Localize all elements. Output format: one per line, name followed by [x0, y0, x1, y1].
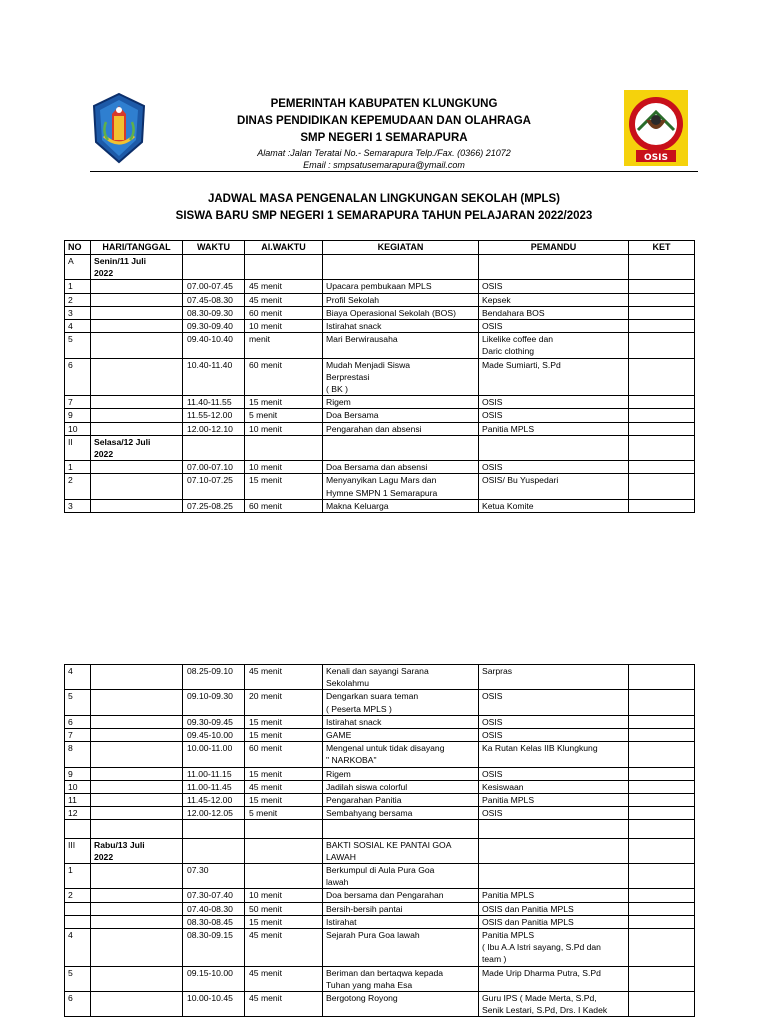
note-cell — [629, 915, 695, 928]
table-row — [65, 742, 695, 767]
note-cell — [629, 665, 695, 690]
duration-cell: 45 menit — [245, 280, 323, 293]
day-date-cell — [91, 358, 183, 396]
klungkung-regency-emblem-icon — [90, 92, 148, 164]
school-email: Email : smpsatusemarapura@ymail.com — [303, 160, 465, 170]
guide-cell: OSIS — [479, 396, 629, 409]
activity-cell: Mari Berwirausaha — [323, 333, 479, 358]
guide-cell: OSIS — [479, 320, 629, 333]
schedule-body-2 — [65, 665, 695, 1017]
note-cell — [629, 929, 695, 967]
duration-cell: 10 menit — [245, 461, 323, 474]
guide-cell: Panitia MPLS — [479, 794, 629, 807]
day-date-cell — [91, 422, 183, 435]
time-cell — [183, 820, 245, 838]
no-cell: 3 — [65, 306, 91, 319]
day-date-cell — [91, 409, 183, 422]
day-date-cell — [91, 715, 183, 728]
table-row — [65, 333, 695, 358]
no-cell: 2 — [65, 889, 91, 902]
table-header-row — [65, 241, 695, 255]
guide-cell — [479, 838, 629, 863]
note-cell — [629, 306, 695, 319]
duration-cell: 45 menit — [245, 780, 323, 793]
guide-cell — [479, 435, 629, 460]
activity-cell: Istirahat snack — [323, 715, 479, 728]
time-cell: 07.00-07.45 — [183, 280, 245, 293]
guide-cell: Kesiswaan — [479, 780, 629, 793]
day-date-cell — [91, 992, 183, 1017]
no-cell — [65, 915, 91, 928]
note-cell — [629, 807, 695, 820]
table-row — [65, 729, 695, 742]
day-date-cell — [91, 780, 183, 793]
time-cell: 10.00-11.00 — [183, 742, 245, 767]
no-cell: 5 — [65, 333, 91, 358]
note-cell — [629, 889, 695, 902]
activity-cell: Doa bersama dan Pengarahan — [323, 889, 479, 902]
duration-cell: 45 menit — [245, 929, 323, 967]
time-cell: 07.40-08.30 — [183, 902, 245, 915]
no-cell: III — [65, 838, 91, 863]
duration-cell — [245, 820, 323, 838]
activity-cell: Jadilah siswa colorful — [323, 780, 479, 793]
no-cell — [65, 902, 91, 915]
activity-cell — [323, 435, 479, 460]
guide-cell: Kepsek — [479, 293, 629, 306]
note-cell — [629, 838, 695, 863]
duration-cell: 15 menit — [245, 729, 323, 742]
day-date-cell — [91, 807, 183, 820]
no-cell: 10 — [65, 422, 91, 435]
duration-cell: 60 menit — [245, 306, 323, 319]
table-row — [65, 499, 695, 512]
activity-cell: BAKTI SOSIAL KE PANTAI GOA LAWAH — [323, 838, 479, 863]
activity-cell: Mudah Menjadi Siswa Berprestasi ( BK ) — [323, 358, 479, 396]
note-cell — [629, 767, 695, 780]
schedule-table-1 — [64, 240, 695, 513]
duration-cell: 15 menit — [245, 794, 323, 807]
day-date-cell — [91, 767, 183, 780]
time-cell: 07.30 — [183, 864, 245, 889]
duration-cell: 10 menit — [245, 889, 323, 902]
header-waktu: WAKTU — [183, 241, 245, 255]
no-cell: 4 — [65, 929, 91, 967]
guide-cell: Likelike coffee dan Daric clothing — [479, 333, 629, 358]
no-cell: 12 — [65, 807, 91, 820]
time-cell: 08.30-08.45 — [183, 915, 245, 928]
day-date-cell — [91, 320, 183, 333]
guide-cell: Ka Rutan Kelas IIB Klungkung — [479, 742, 629, 767]
duration-cell: 15 menit — [245, 474, 323, 499]
guide-cell: OSIS dan Panitia MPLS — [479, 902, 629, 915]
time-cell: 07.45-08.30 — [183, 293, 245, 306]
note-cell — [629, 820, 695, 838]
day-date-cell — [91, 474, 183, 499]
time-cell: 09.10-09.30 — [183, 690, 245, 715]
day-date-cell: Rabu/13 Juli 2022 — [91, 838, 183, 863]
day-date-cell — [91, 690, 183, 715]
table-row — [65, 838, 695, 863]
guide-cell: Bendahara BOS — [479, 306, 629, 319]
table-row — [65, 358, 695, 396]
activity-cell: Berkumpul di Aula Pura Goa lawah — [323, 864, 479, 889]
time-cell: 07.00-07.10 — [183, 461, 245, 474]
note-cell — [629, 396, 695, 409]
note-cell — [629, 358, 695, 396]
note-cell — [629, 409, 695, 422]
day-date-cell — [91, 889, 183, 902]
time-cell: 11.45-12.00 — [183, 794, 245, 807]
note-cell — [629, 742, 695, 767]
no-cell: 11 — [65, 794, 91, 807]
note-cell — [629, 715, 695, 728]
header-no: NO — [65, 241, 91, 255]
day-date-cell — [91, 966, 183, 991]
activity-cell: Kenali dan sayangi Sarana Sekolahmu — [323, 665, 479, 690]
duration-cell: 10 menit — [245, 320, 323, 333]
guide-cell: Ketua Komite — [479, 499, 629, 512]
note-cell — [629, 902, 695, 915]
day-date-cell: Selasa/12 Juli 2022 — [91, 435, 183, 460]
guide-cell: OSIS — [479, 280, 629, 293]
day-date-cell — [91, 499, 183, 512]
time-cell: 07.10-07.25 — [183, 474, 245, 499]
duration-cell: 5 menit — [245, 409, 323, 422]
guide-cell: OSIS — [479, 409, 629, 422]
no-cell: 10 — [65, 780, 91, 793]
duration-cell — [245, 255, 323, 280]
schedule-table-2 — [64, 664, 695, 1017]
table-row — [65, 474, 695, 499]
activity-cell: Istirahat snack — [323, 320, 479, 333]
day-date-cell — [91, 729, 183, 742]
activity-cell: Doa Bersama — [323, 409, 479, 422]
time-cell — [183, 838, 245, 863]
activity-cell: Pengarahan Panitia — [323, 794, 479, 807]
no-cell: 1 — [65, 461, 91, 474]
activity-cell: Bersih-bersih pantai — [323, 902, 479, 915]
day-date-cell — [91, 742, 183, 767]
no-cell: 7 — [65, 396, 91, 409]
activity-cell — [323, 255, 479, 280]
title-line-1: JADWAL MASA PENGENALAN LINGKUNGAN SEKOLAH (MPLS) — [207, 193, 561, 205]
no-cell: II — [65, 435, 91, 460]
no-cell: 9 — [65, 409, 91, 422]
day-date-cell — [91, 333, 183, 358]
no-cell: 5 — [65, 690, 91, 715]
note-cell — [629, 780, 695, 793]
note-cell — [629, 461, 695, 474]
header-hari-tanggal: HARI/TANGGAL — [91, 241, 183, 255]
header-ket: KET — [629, 241, 695, 255]
activity-cell — [323, 820, 479, 838]
table-row — [65, 320, 695, 333]
guide-cell: OSIS — [479, 767, 629, 780]
osis-logo-text: OSIS — [644, 153, 668, 163]
department-name: DINAS PENDIDIKAN KEPEMUDAAN DAN OLAHRAGA — [237, 115, 531, 127]
duration-cell — [245, 864, 323, 889]
guide-cell: Sarpras — [479, 665, 629, 690]
day-date-cell — [91, 396, 183, 409]
day-date-cell — [91, 929, 183, 967]
activity-cell: Rigem — [323, 767, 479, 780]
note-cell — [629, 966, 695, 991]
note-cell — [629, 499, 695, 512]
activity-cell: Makna Keluarga — [323, 499, 479, 512]
no-cell: 7 — [65, 729, 91, 742]
no-cell: A — [65, 255, 91, 280]
note-cell — [629, 293, 695, 306]
government-name: PEMERINTAH KABUPATEN KLUNGKUNG — [270, 98, 498, 110]
no-cell: 6 — [65, 715, 91, 728]
guide-cell: OSIS/ Bu Yuspedari — [479, 474, 629, 499]
table-row — [65, 915, 695, 928]
table-row — [65, 767, 695, 780]
activity-cell: Menyanyikan Lagu Mars dan Hymne SMPN 1 Semarapura — [323, 474, 479, 499]
activity-cell: Biaya Operasional Sekolah (BOS) — [323, 306, 479, 319]
no-cell: 3 — [65, 499, 91, 512]
duration-cell: 60 menit — [245, 358, 323, 396]
table-row — [65, 293, 695, 306]
guide-cell — [479, 820, 629, 838]
duration-cell: 10 menit — [245, 422, 323, 435]
guide-cell: Panitia MPLS — [479, 889, 629, 902]
day-date-cell — [91, 915, 183, 928]
time-cell: 11.40-11.55 — [183, 396, 245, 409]
note-cell — [629, 435, 695, 460]
table-row — [65, 435, 695, 460]
guide-cell: Made Urip Dharma Putra, S.Pd — [479, 966, 629, 991]
guide-cell: OSIS — [479, 729, 629, 742]
activity-cell: Mengenal untuk tidak disayang " NARKOBA" — [323, 742, 479, 767]
note-cell — [629, 864, 695, 889]
duration-cell: 15 menit — [245, 767, 323, 780]
guide-cell: OSIS — [479, 690, 629, 715]
note-cell — [629, 320, 695, 333]
time-cell: 08.30-09.30 — [183, 306, 245, 319]
table-row — [65, 902, 695, 915]
time-cell: 09.15-10.00 — [183, 966, 245, 991]
time-cell: 08.25-09.10 — [183, 665, 245, 690]
letterhead-text — [160, 96, 608, 171]
no-cell: 2 — [65, 293, 91, 306]
time-cell — [183, 255, 245, 280]
time-cell — [183, 435, 245, 460]
document-title — [70, 191, 698, 225]
activity-cell: Sejarah Pura Goa lawah — [323, 929, 479, 967]
guide-cell: Panitia MPLS — [479, 422, 629, 435]
table-row — [65, 461, 695, 474]
table-row — [65, 409, 695, 422]
duration-cell: 20 menit — [245, 690, 323, 715]
table-row — [65, 255, 695, 280]
schedule-body-1 — [65, 255, 695, 513]
time-cell: 10.00-10.45 — [183, 992, 245, 1017]
table-row — [65, 715, 695, 728]
table-row — [65, 665, 695, 690]
table-row — [65, 280, 695, 293]
no-cell: 6 — [65, 992, 91, 1017]
note-cell — [629, 280, 695, 293]
table-row — [65, 690, 695, 715]
guide-cell: Made Sumiarti, S.Pd — [479, 358, 629, 396]
time-cell: 11.00-11.45 — [183, 780, 245, 793]
activity-cell: Sembahyang bersama — [323, 807, 479, 820]
table-row — [65, 396, 695, 409]
guide-cell: Guru IPS ( Made Merta, S.Pd, Senik Lestari, S.Pd, Drs. I Kadek — [479, 992, 629, 1017]
duration-cell: menit — [245, 333, 323, 358]
no-cell: 5 — [65, 966, 91, 991]
note-cell — [629, 690, 695, 715]
header-pemandu: PEMANDU — [479, 241, 629, 255]
time-cell: 07.25-08.25 — [183, 499, 245, 512]
time-cell: 09.30-09.45 — [183, 715, 245, 728]
activity-cell: Doa Bersama dan absensi — [323, 461, 479, 474]
table-row — [65, 864, 695, 889]
time-cell: 10.40-11.40 — [183, 358, 245, 396]
table-row — [65, 889, 695, 902]
time-cell: 11.00-11.15 — [183, 767, 245, 780]
duration-cell — [245, 435, 323, 460]
guide-cell: OSIS — [479, 461, 629, 474]
table-row — [65, 929, 695, 967]
day-date-cell — [91, 461, 183, 474]
time-cell: 12.00-12.10 — [183, 422, 245, 435]
note-cell — [629, 255, 695, 280]
school-address: Alamat :Jalan Teratai No.- Semarapura Telp./Fax. (0366) 21072 — [257, 148, 511, 158]
duration-cell: 60 menit — [245, 742, 323, 767]
no-cell: 8 — [65, 742, 91, 767]
activity-cell: Beriman dan bertaqwa kepada Tuhan yang maha Esa — [323, 966, 479, 991]
duration-cell: 45 menit — [245, 293, 323, 306]
duration-cell: 45 menit — [245, 992, 323, 1017]
duration-cell: 50 menit — [245, 902, 323, 915]
duration-cell: 15 menit — [245, 715, 323, 728]
header-kegiatan: KEGIATAN — [323, 241, 479, 255]
time-cell: 09.30-09.40 — [183, 320, 245, 333]
no-cell: 4 — [65, 320, 91, 333]
activity-cell: Pengarahan dan absensi — [323, 422, 479, 435]
activity-cell: Dengarkan suara teman ( Peserta MPLS ) — [323, 690, 479, 715]
duration-cell: 45 menit — [245, 665, 323, 690]
table-row — [65, 966, 695, 991]
table-row — [65, 992, 695, 1017]
no-cell: 2 — [65, 474, 91, 499]
title-line-2: SISWA BARU SMP NEGERI 1 SEMARAPURA TAHUN PELAJARAN 2022/2023 — [175, 210, 593, 222]
note-cell — [629, 422, 695, 435]
activity-cell: Istirahat — [323, 915, 479, 928]
activity-cell: Upacara pembukaan MPLS — [323, 280, 479, 293]
no-cell: 1 — [65, 864, 91, 889]
day-date-cell — [91, 665, 183, 690]
activity-cell: Rigem — [323, 396, 479, 409]
day-date-cell — [91, 293, 183, 306]
guide-cell: Panitia MPLS ( Ibu A.A Istri sayang, S.Pd dan team ) — [479, 929, 629, 967]
activity-cell: Profil Sekolah — [323, 293, 479, 306]
no-cell — [65, 820, 91, 838]
guide-cell — [479, 255, 629, 280]
note-cell — [629, 474, 695, 499]
time-cell: 12.00-12.05 — [183, 807, 245, 820]
letterhead-divider — [90, 171, 698, 172]
duration-cell: 60 menit — [245, 499, 323, 512]
activity-cell: GAME — [323, 729, 479, 742]
time-cell: 11.55-12.00 — [183, 409, 245, 422]
osis-logo-icon — [624, 90, 688, 166]
no-cell: 6 — [65, 358, 91, 396]
duration-cell: 45 menit — [245, 966, 323, 991]
guide-cell: OSIS dan Panitia MPLS — [479, 915, 629, 928]
table-row — [65, 820, 695, 838]
day-date-cell — [91, 902, 183, 915]
note-cell — [629, 992, 695, 1017]
day-date-cell — [91, 820, 183, 838]
time-cell: 09.45-10.00 — [183, 729, 245, 742]
day-date-cell — [91, 794, 183, 807]
guide-cell — [479, 864, 629, 889]
time-cell: 09.40-10.40 — [183, 333, 245, 358]
day-date-cell — [91, 864, 183, 889]
note-cell — [629, 333, 695, 358]
table-row — [65, 306, 695, 319]
duration-cell: 5 menit — [245, 807, 323, 820]
duration-cell — [245, 838, 323, 863]
time-cell: 08.30-09.15 — [183, 929, 245, 967]
table-row — [65, 422, 695, 435]
table-row — [65, 780, 695, 793]
day-date-cell — [91, 280, 183, 293]
day-date-cell — [91, 306, 183, 319]
day-date-cell: Senin/11 Juli 2022 — [91, 255, 183, 280]
guide-cell: OSIS — [479, 807, 629, 820]
no-cell: 1 — [65, 280, 91, 293]
table-row — [65, 807, 695, 820]
time-cell: 07.30-07.40 — [183, 889, 245, 902]
duration-cell: 15 menit — [245, 915, 323, 928]
duration-cell: 15 menit — [245, 396, 323, 409]
no-cell: 4 — [65, 665, 91, 690]
note-cell — [629, 729, 695, 742]
school-name: SMP NEGERI 1 SEMARAPURA — [300, 132, 468, 144]
header-alokasi-waktu: Al.WAKTU — [245, 241, 323, 255]
note-cell — [629, 794, 695, 807]
activity-cell: Bergotong Royong — [323, 992, 479, 1017]
no-cell: 9 — [65, 767, 91, 780]
table-row — [65, 794, 695, 807]
guide-cell: OSIS — [479, 715, 629, 728]
